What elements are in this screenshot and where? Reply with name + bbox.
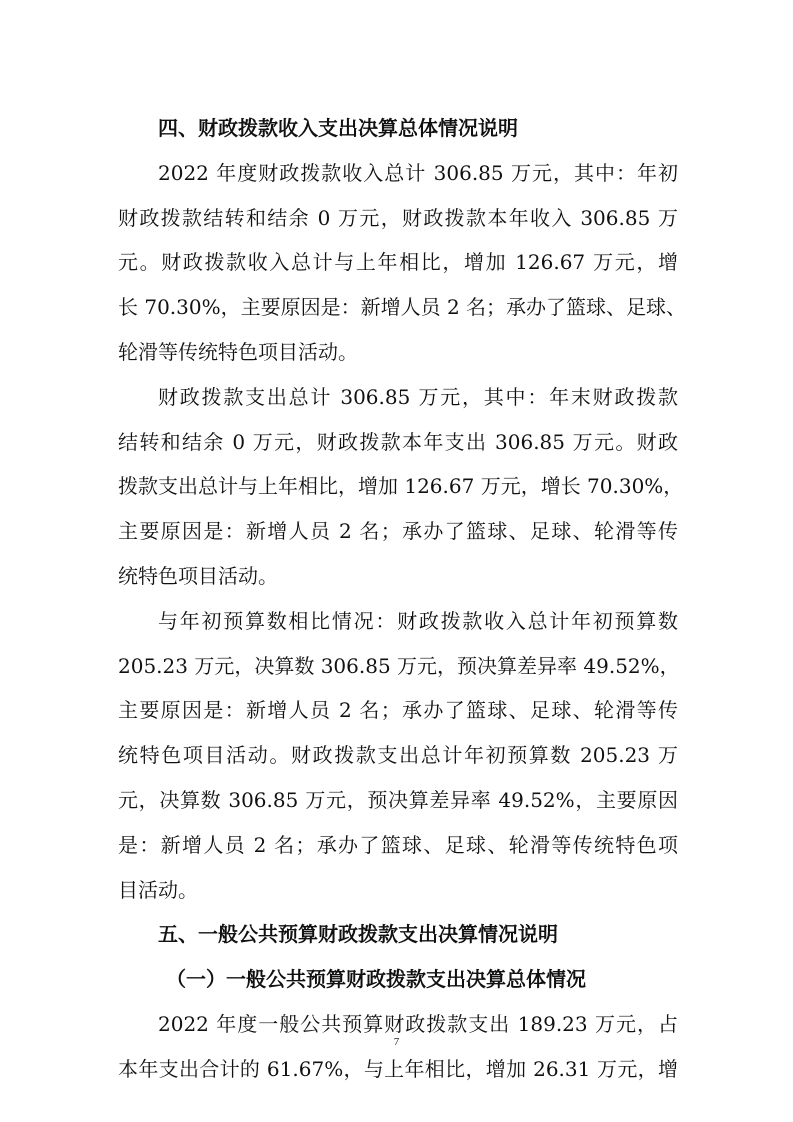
paragraph-line: 主要原因是：新增人员 2 名；承办了篮球、足球、轮滑等传 [118,519,678,544]
document-body [118,106,687,1092]
paragraph-line: 元。财政拨款收入总计与上年相比，增加 126.67 万元，增 [118,250,678,275]
paragraph-line: 财政拨款结转和结余 0 万元，财政拨款本年收入 306.85 万 [118,205,678,230]
paragraph-line: 是：新增人员 2 名；承办了篮球、足球、轮滑等传统特色项 [118,832,678,857]
subsection-heading-5-1: （一）一般公共预算财政拨款支出决算总体情况 [166,967,586,992]
paragraph-line: 与年初预算数相比情况：财政拨款收入总计年初预算数 [158,608,678,633]
page-number: 7 [393,1036,400,1048]
paragraph-line: 统特色项目活动。财政拨款支出总计年初预算数 205.23 万 [118,743,678,768]
paragraph-line: 拨款支出总计与上年相比，增加 126.67 万元，增长 70.30%， [118,474,684,499]
paragraph-line: 本年支出合计的 61.67%，与上年相比，增加 26.31 万元，增 [118,1056,678,1081]
paragraph-line: 轮滑等传统特色项目活动。 [118,339,358,364]
section-heading-4: 四、财政拨款收入支出决算总体情况说明 [158,116,518,140]
paragraph-line: 目活动。 [118,877,198,902]
paragraph-expense-total [118,375,684,599]
paragraph-line: 主要原因是：新增人员 2 名；承办了篮球、足球、轮滑等传 [118,698,678,723]
paragraph-line: 统特色项目活动。 [118,563,278,588]
paragraph-line: 205.23 万元，决算数 306.85 万元，预决算差异率 49.52%， [118,653,680,678]
paragraph-line: 财政拨款支出总计 306.85 万元，其中：年末财政拨款 [158,384,678,409]
paragraph-line: 元，决算数 306.85 万元，预决算差异率 49.52%，主要原因 [118,787,678,812]
paragraph-line: 2022 年度一般公共预算财政拨款支出 189.23 万元，占 [158,1011,678,1036]
paragraph-line: 2022 年度财政拨款收入总计 306.85 万元，其中：年初 [158,160,678,185]
paragraph-line: 结转和结余 0 万元，财政拨款本年支出 306.85 万元。财政 [118,429,678,454]
section-heading-5: 五、一般公共预算财政拨款支出决算情况说明 [158,922,558,947]
paragraph-line: 长 70.30%，主要原因是：新增人员 2 名；承办了篮球、足球、 [118,295,687,320]
paragraph-income-total [118,151,687,375]
paragraph-budget-comparison [118,599,678,913]
